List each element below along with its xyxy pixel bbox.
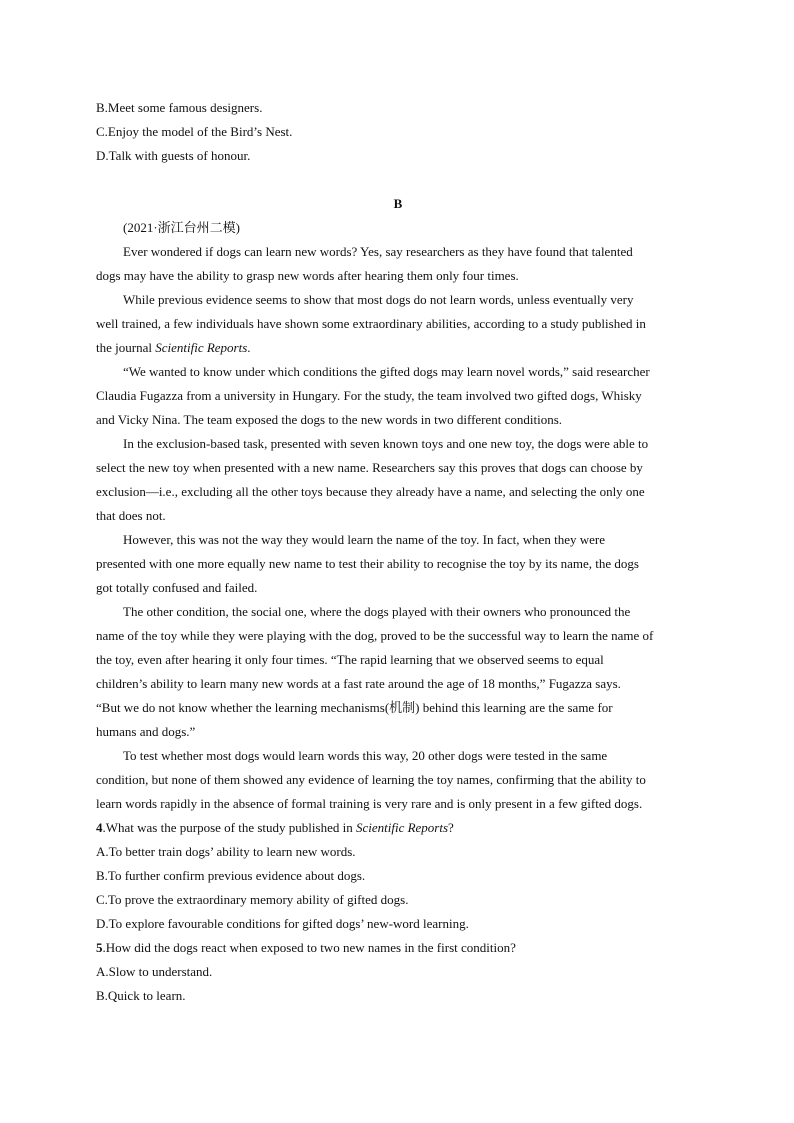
passage-line: name of the toy while they were playing with the dog, proved to be the successful way to learn the name of xyxy=(96,628,654,643)
paragraph-5 xyxy=(96,528,700,600)
passage-line: got totally confused and failed. xyxy=(96,580,258,595)
question-text: ? xyxy=(448,820,454,835)
passage-line: Claudia Fugazza from a university in Hungary. For the study, the team involved two gifted dogs, Whisky xyxy=(96,388,642,403)
passage-line: To test whether most dogs would learn words this way, 20 other dogs were tested in the same xyxy=(123,748,608,763)
passage-line: the toy, even after hearing it only four times. “The rapid learning that we observed seems to equal xyxy=(96,652,604,667)
journal-title: Scientific Reports xyxy=(155,340,248,355)
passage-line: children’s ability to learn many new words at a fast rate around the age of 18 months,” Fugazza says. xyxy=(96,676,621,691)
question-text: .How did the dogs react when exposed to two new names in the first condition? xyxy=(102,940,516,955)
answer-option-a[interactable]: A.Slow to understand. xyxy=(96,964,213,979)
answer-option-b[interactable]: B.To further confirm previous evidence about dogs. xyxy=(96,868,366,883)
paragraph-4 xyxy=(96,432,700,528)
passage-line: However, this was not the way they would learn the name of the toy. In fact, when they were xyxy=(123,532,606,547)
option-b: B.Meet some famous designers. xyxy=(96,100,263,115)
document-content xyxy=(96,96,700,1008)
previous-question-options xyxy=(96,96,700,168)
question-number: 5 xyxy=(96,940,103,955)
paragraph-2 xyxy=(96,288,700,360)
source-note: (2021·浙江台州二模) xyxy=(123,220,240,235)
passage-line: dogs may have the ability to grasp new words after hearing them only four times. xyxy=(96,268,519,283)
passage-line: select the new toy when presented with a new name. Researchers say this proves that dogs can choose by xyxy=(96,460,643,475)
passage-line: The other condition, the social one, where the dogs played with their owners who pronounced the xyxy=(123,604,631,619)
passage xyxy=(96,240,700,816)
passage-line: In the exclusion-based task, presented with seven known toys and one new toy, the dogs were able to xyxy=(123,436,649,451)
passage-line: exclusion—i.e., excluding all the other toys because they already have a name, and selecting the only one xyxy=(96,484,645,499)
passage-line: that does not. xyxy=(96,508,166,523)
answer-option-d[interactable]: D.To explore favourable conditions for gifted dogs’ new-word learning. xyxy=(96,916,469,931)
question-stem xyxy=(96,936,700,960)
passage-line: condition, but none of them showed any evidence of learning the toy names, confirming that the ability to xyxy=(96,772,646,787)
passage-line: Ever wondered if dogs can learn new words? Yes, say researchers as they have found that talented xyxy=(123,244,633,259)
passage-line: and Vicky Nina. The team exposed the dogs to the new words in two different conditions. xyxy=(96,412,563,427)
answer-option-a[interactable]: A.To better train dogs’ ability to learn new words. xyxy=(96,844,356,859)
answer-option-c[interactable]: C.To prove the extraordinary memory ability of gifted dogs. xyxy=(96,892,409,907)
passage-text: the journal xyxy=(96,340,156,355)
passage-line: “We wanted to know under which conditions the gifted dogs may learn novel words,” said researcher xyxy=(123,364,650,379)
passage-line: While previous evidence seems to show that most dogs do not learn words, unless eventually very xyxy=(123,292,634,307)
option-c: C.Enjoy the model of the Bird’s Nest. xyxy=(96,124,293,139)
passage-line: humans and dogs.” xyxy=(96,724,196,739)
question-text: .What was the purpose of the study published in xyxy=(102,820,356,835)
passage-text: . xyxy=(247,340,251,355)
option-d: D.Talk with guests of honour. xyxy=(96,148,251,163)
paragraph-6 xyxy=(96,600,700,744)
passage-line: learn words rapidly in the absence of formal training is very rare and is only present in a few gifted dogs. xyxy=(96,796,643,811)
question-stem xyxy=(96,816,700,840)
journal-title: Scientific Reports xyxy=(355,820,449,835)
question-number: 4 xyxy=(96,820,103,835)
answer-option-b[interactable]: B.Quick to learn. xyxy=(96,988,186,1003)
paragraph-3 xyxy=(96,360,700,432)
passage-line: presented with one more equally new name to test their ability to recognise the toy by its name, the dogs xyxy=(96,556,639,571)
paragraph-1 xyxy=(96,240,700,288)
question-4 xyxy=(96,816,700,936)
paragraph-7 xyxy=(96,744,700,816)
passage-line xyxy=(96,336,700,360)
section-label: B xyxy=(393,196,403,211)
passage-line: well trained, a few individuals have shown some extraordinary abilities, according to a study published in xyxy=(96,316,646,331)
passage-line: “But we do not know whether the learning mechanisms(机制) behind this learning are the same for xyxy=(96,700,613,715)
question-5 xyxy=(96,936,700,1008)
